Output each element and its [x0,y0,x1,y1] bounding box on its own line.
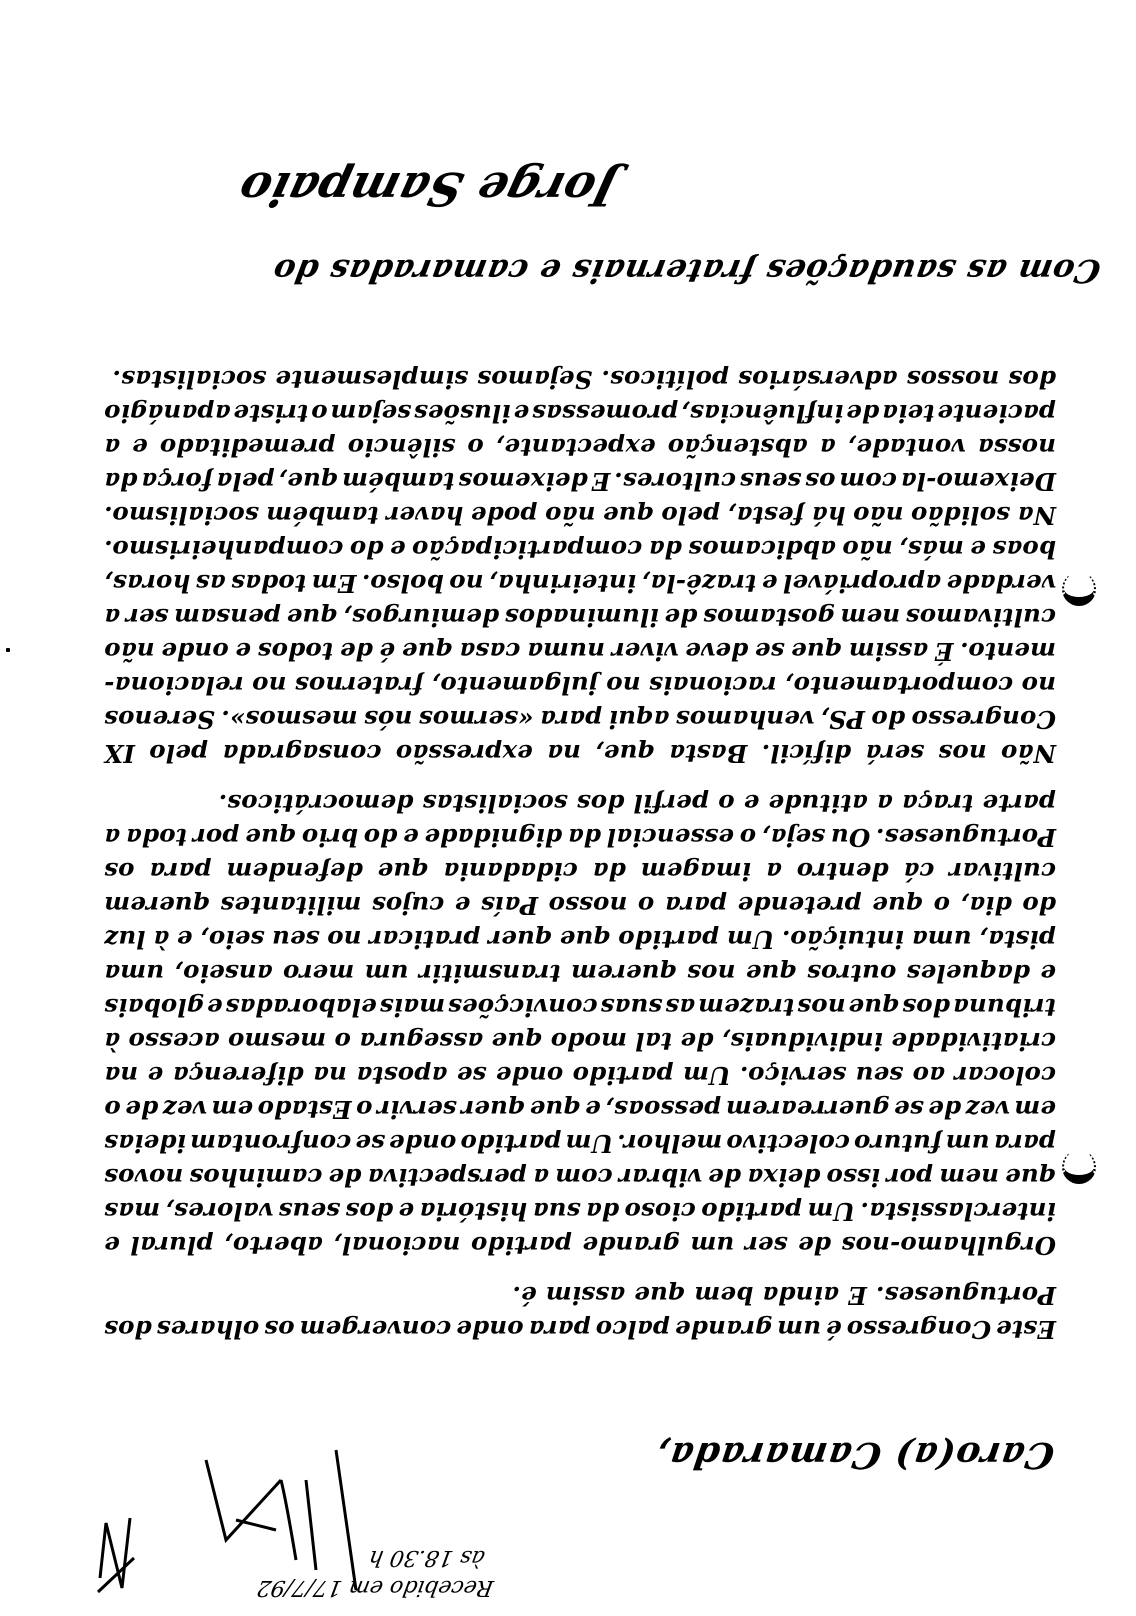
text-line: para um futuro colectivo melhor. Um partido onde se confrontam ideias [104,1129,1056,1158]
text-line: do dia, o que pretende para o nosso País e cujos militantes querem [104,891,1056,920]
scan-speck [6,648,10,652]
text-line: cultivar cá dentro a imagem da cidadania que defendem para os [104,857,1056,886]
text-line: que nem por isso deixa de vibrar com a perspectiva de caminhos novos [104,1163,1056,1192]
text-line: Deixemo-la com os seus cultores. E deixemos também que, pela força da [104,467,1056,496]
paragraph-gap [104,1262,1056,1278]
text-line: verdade apropriável e trazê-la, inteirinha, no bolso. Em todas as horas, [104,569,1056,598]
closing-line: Com as saudações fraternais e camaradas do [269,252,1104,290]
punch-hole-top [1062,572,1096,606]
annotation-line-2: às 18.30 h [366,1545,487,1570]
text-line: Portugueses. Ou seja, o essencial da dignidade e do brio que por toda a [104,823,1056,852]
text-line: Congresso do PS, venhamos aqui para «sermos nós mesmos». Serenos [104,705,1056,734]
paragraph-gap [104,770,1056,786]
text-line: interclassista. Um partido cioso da sua história e dos seus valores, mas [104,1197,1056,1226]
text-line: Portugueses. E ainda bem que assim é. [512,1281,1056,1310]
text-line: e daqueles outros que nos querem transmitir um mero anseio, uma [104,959,1056,988]
text-line: Orgulhamo-nos de ser um grande partido nacional, aberto, plural e [104,1231,1056,1260]
text-line: Este Congresso é um grande palco para onde convergem os olhares dos [104,1315,1056,1344]
punch-hole-bottom [1062,1150,1096,1184]
salutation: Caro(a) Camarada, [652,1434,1057,1476]
text-line: cultivamos nem gostamos de iluminados demiurgos, que pensam ser a [104,603,1056,632]
text-line: mento. É assim que se deve viver numa casa que é de todos e onde não [104,637,1056,666]
signature: Jorge Sampaio [233,162,623,216]
annotation-signature-scribble [176,1440,376,1600]
text-line: colocar ao seu serviço. Um partido onde se aposta na diferença e na [104,1061,1056,1090]
text-line: parte traça a atitude e o perfil dos socialistas democráticos. [218,789,1056,818]
text-line: paciente teia de influências, promessas e ilusões sejam o triste apanágio [104,399,1056,428]
initials-mark [96,1508,136,1598]
annotation-line-1: Recebido em 17/7/92 [255,1575,496,1600]
text-line: em vez de se guerrearem pessoas, e que quer servir o Estado em vez de o [104,1095,1056,1124]
text-line: no comportamento, racionais no julgamento, fraternos no relaciona- [104,671,1056,700]
letter-body [104,362,1056,1346]
text-line: dos nossos adversários políticos. Sejamos simplesmente socialistas. [112,365,1056,394]
text-line: tribuna dos que nos trazem as suas convicções mais elaboradas e globais [104,993,1056,1022]
text-line: criatividade individuais, de tal modo que assegura o mesmo acesso à [104,1027,1056,1056]
text-line: Na solidão não há festa, pelo que não pode haver também socialismo. [104,501,1056,530]
text-line: boas e más, não abdicamos da comparticipação e do companheirismo. [104,535,1056,564]
text-line: nossa vontade, a abstenção expectante, o silêncio premeditado e a [104,433,1056,462]
text-line: pista, uma intuição. Um partido que quer praticar no seu seio, e à luz [104,925,1056,954]
text-line: Não nos será difícil. Basta que, na expressão consagrada pelo IX [104,739,1056,768]
